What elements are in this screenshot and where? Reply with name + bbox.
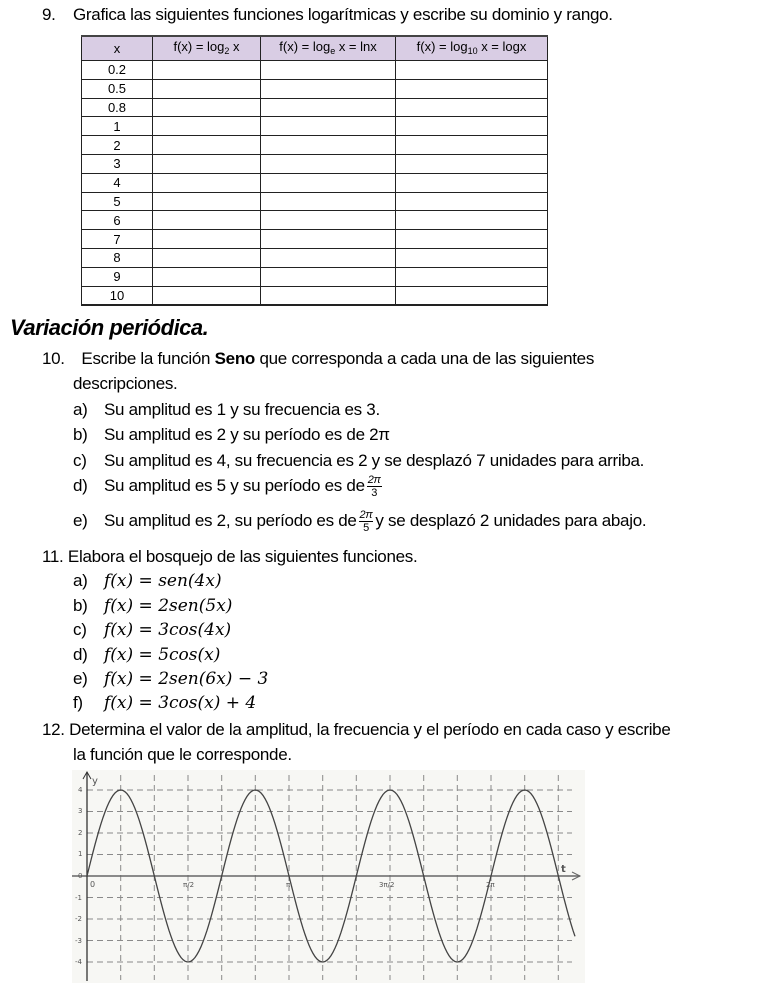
table-row xyxy=(82,248,548,267)
cell-log2[interactable] xyxy=(153,267,261,286)
cell-log10[interactable] xyxy=(396,79,548,98)
cell-log2[interactable] xyxy=(153,79,261,98)
svg-text:-3: -3 xyxy=(75,937,82,945)
x-value: 7 xyxy=(82,230,153,249)
math-expression: f(x) = 2sen(6x) − 3 xyxy=(104,669,269,689)
x-value: 0.2 xyxy=(82,61,153,80)
q11-item-c: c) f(x) = 3cos(4x) xyxy=(73,620,232,640)
svg-text:3: 3 xyxy=(78,807,83,815)
table-row xyxy=(82,79,548,98)
cell-log2[interactable] xyxy=(153,211,261,230)
question-12-line2: la función que le corresponde. xyxy=(73,745,292,764)
cell-ln[interactable] xyxy=(261,192,396,211)
math-expression: f(x) = 3cos(4x) xyxy=(104,620,232,640)
svg-text:-1: -1 xyxy=(75,894,82,902)
cell-ln[interactable] xyxy=(261,136,396,155)
table-row xyxy=(82,61,548,80)
svg-text:-2: -2 xyxy=(75,915,82,923)
item-text: Su amplitud es 4, su frecuencia es 2 y se desplazó 7 unidades para arriba. xyxy=(104,451,645,470)
cell-log2[interactable] xyxy=(153,98,261,117)
cell-ln[interactable] xyxy=(261,211,396,230)
svg-text:2: 2 xyxy=(78,829,83,837)
question-12 xyxy=(42,720,670,740)
item-text: Su amplitud es 1 y su frecuencia es 3. xyxy=(104,400,380,419)
svg-text:t: t xyxy=(561,864,566,875)
header-log10: $f(x) = \log_{10} x = \log x$ xyxy=(396,36,548,61)
cell-ln[interactable] xyxy=(261,173,396,192)
question-text: Determina el valor de la amplitud, la frecuencia y el período en cada caso y escribe xyxy=(69,720,671,739)
math-expression: f(x) = 2sen(5x) xyxy=(104,596,233,616)
question-text-pre: Escribe la función xyxy=(77,349,215,368)
cell-log10[interactable] xyxy=(396,230,548,249)
table-row xyxy=(82,154,548,173)
cell-ln[interactable] xyxy=(261,248,396,267)
q10-item-a xyxy=(73,400,380,420)
table-header-row xyxy=(82,36,548,61)
question-number: 11. xyxy=(42,547,64,566)
svg-text:y: y xyxy=(92,776,98,787)
cell-log2[interactable] xyxy=(153,136,261,155)
item-label: d) xyxy=(73,475,88,495)
svg-text:-4: -4 xyxy=(75,958,82,966)
item-label: b) xyxy=(73,425,88,444)
math-expression: f(x) = 3cos(x) + 4 xyxy=(104,693,257,713)
q10-item-b xyxy=(73,425,390,445)
table-row xyxy=(82,267,548,286)
cell-log2[interactable] xyxy=(153,61,261,80)
cell-log10[interactable] xyxy=(396,267,548,286)
q11-item-a: a) f(x) = sen(4x) xyxy=(73,571,222,591)
cell-log10[interactable] xyxy=(396,136,548,155)
cell-log2[interactable] xyxy=(153,286,261,305)
item-text: Su amplitud es 5 y su período es de xyxy=(104,475,365,495)
cell-log10[interactable] xyxy=(396,211,548,230)
x-value: 5 xyxy=(82,192,153,211)
x-value: 0.8 xyxy=(82,98,153,117)
x-value: 8 xyxy=(82,248,153,267)
cell-log10[interactable] xyxy=(396,98,548,117)
cell-ln[interactable] xyxy=(261,79,396,98)
svg-text:4: 4 xyxy=(78,786,83,794)
question-9 xyxy=(42,5,613,25)
table-row xyxy=(82,117,548,136)
cell-log10[interactable] xyxy=(396,248,548,267)
x-value: 3 xyxy=(82,154,153,173)
section-heading: Variación periódica. xyxy=(10,315,209,340)
svg-text:0: 0 xyxy=(90,880,96,889)
cell-log10[interactable] xyxy=(396,192,548,211)
x-value: 1 xyxy=(82,117,153,136)
cell-log2[interactable] xyxy=(153,154,261,173)
x-value: 4 xyxy=(82,173,153,192)
q10-item-d xyxy=(73,474,384,499)
question-text-post: que corresponda a cada una de las siguientes xyxy=(255,349,595,368)
keyword-seno: Seno xyxy=(214,349,256,368)
cell-log10[interactable] xyxy=(396,173,548,192)
item-label: c) xyxy=(73,451,87,470)
sine-graph-svg xyxy=(72,770,585,983)
cell-ln[interactable] xyxy=(261,98,396,117)
svg-text:π/2: π/2 xyxy=(183,881,195,889)
svg-text:1: 1 xyxy=(78,850,83,858)
svg-text:3π/2: 3π/2 xyxy=(379,881,395,889)
cell-log2[interactable] xyxy=(153,248,261,267)
header-x: x xyxy=(82,36,153,61)
x-value: 9 xyxy=(82,267,153,286)
math-expression: f(x) = sen(4x) xyxy=(104,571,222,591)
question-number: 12. xyxy=(42,720,65,739)
q10-item-c xyxy=(73,451,644,471)
cell-log2[interactable] xyxy=(153,192,261,211)
grid-lines xyxy=(87,775,572,980)
fraction: $\frac{2\pi}{5}$ xyxy=(359,509,373,534)
cell-log10[interactable] xyxy=(396,154,548,173)
cell-ln[interactable] xyxy=(261,230,396,249)
table-row xyxy=(82,286,548,305)
cell-ln[interactable] xyxy=(261,61,396,80)
question-number: 9. xyxy=(42,5,56,24)
cell-ln[interactable] xyxy=(261,117,396,136)
item-text: Su amplitud es 2, su período es de xyxy=(104,510,357,530)
cell-log10[interactable] xyxy=(396,117,548,136)
cell-log2[interactable] xyxy=(153,230,261,249)
question-text: Elabora el bosquejo de las siguientes funciones. xyxy=(67,547,418,566)
item-label: a) xyxy=(73,400,88,419)
x-value: 0.5 xyxy=(82,79,153,98)
q11-item-d: d) f(x) = 5cos(x) xyxy=(73,645,221,665)
svg-text:2π: 2π xyxy=(486,881,495,889)
log-table xyxy=(81,35,548,306)
x-value: 6 xyxy=(82,211,153,230)
math-expression: f(x) = 5cos(x) xyxy=(104,645,221,665)
header-log2: $f(x) = \log_2 x$ xyxy=(153,36,261,61)
x-value: 10 xyxy=(82,286,153,305)
sine-graph xyxy=(72,770,585,983)
cell-ln[interactable] xyxy=(261,267,396,286)
question-11 xyxy=(42,547,417,567)
cell-log2[interactable] xyxy=(153,173,261,192)
header-ln: $f(x) = \log_e x = \ln x$ xyxy=(261,36,396,61)
svg-text:π: π xyxy=(286,881,291,889)
fraction: $\frac{2\pi}{3}$ xyxy=(367,474,381,499)
q11-item-f: f) f(x) = 3cos(x) + 4 xyxy=(73,693,257,713)
item-text: Su amplitud es 2 y su período es de 2π xyxy=(104,425,390,444)
item-label: e) xyxy=(73,510,88,530)
table-row xyxy=(82,230,548,249)
table-row xyxy=(82,211,548,230)
table-row xyxy=(82,136,548,155)
q10-item-e xyxy=(73,509,646,534)
question-number: 10. xyxy=(42,349,65,368)
question-10-line2: descripciones. xyxy=(73,374,178,393)
cell-ln[interactable] xyxy=(261,154,396,173)
table-row xyxy=(82,192,548,211)
cell-ln[interactable] xyxy=(261,286,396,305)
cell-log2[interactable] xyxy=(153,117,261,136)
x-value: 2 xyxy=(82,136,153,155)
svg-text:0: 0 xyxy=(78,872,83,880)
q11-item-b: b) f(x) = 2sen(5x) xyxy=(73,596,233,616)
q11-item-e: e) f(x) = 2sen(6x) − 3 xyxy=(73,669,269,689)
question-text: Grafica las siguientes funciones logarítmicas y escribe su dominio y rango. xyxy=(73,5,613,24)
cell-log10[interactable] xyxy=(396,286,548,305)
cell-log10[interactable] xyxy=(396,61,548,80)
item-text-after: y se desplazó 2 unidades para abajo. xyxy=(375,510,647,530)
table-row xyxy=(82,98,548,117)
question-10 xyxy=(42,349,594,369)
table-row xyxy=(82,173,548,192)
